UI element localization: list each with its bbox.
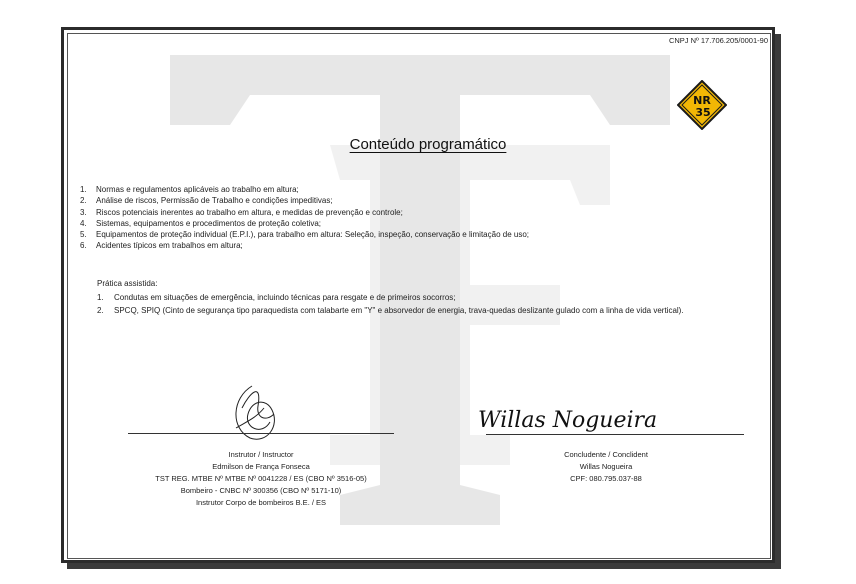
instructor-signature-line bbox=[128, 433, 394, 434]
list-item bbox=[80, 240, 529, 251]
frame-shadow bbox=[67, 563, 781, 569]
list-item bbox=[80, 195, 529, 206]
instructor-signature bbox=[222, 378, 292, 448]
pratica-title: Prática assistida: bbox=[97, 279, 158, 288]
list-item-text: Equipamentos de proteção individual (E.P.I.), para trabalho em altura: Seleção, inspeção, conservação e limitação de uso; bbox=[96, 230, 529, 240]
badge-text-35: 35 bbox=[695, 106, 711, 119]
concluder-name: Willas Nogueira bbox=[579, 462, 633, 471]
concluder-cpf: CPF: 080.795.037-88 bbox=[570, 474, 642, 483]
badge-text-nr: NR bbox=[693, 94, 711, 107]
list-item-text: Análise de riscos, Permissão de Trabalho e condições impeditivas; bbox=[96, 196, 333, 206]
list-item-text: Normas e regulamentos aplicáveis ao trabalho em altura; bbox=[96, 185, 299, 194]
list-item-number: 1. bbox=[97, 293, 104, 302]
pratica-list bbox=[97, 292, 737, 317]
concluder-info bbox=[486, 449, 726, 485]
concluder-role: Concludente / Conclident bbox=[564, 450, 648, 459]
frame-shadow bbox=[775, 34, 781, 567]
instructor-role: Instrutor / Instructor bbox=[228, 450, 294, 459]
concluder-signature-line bbox=[486, 434, 744, 435]
instructor-info bbox=[128, 449, 394, 509]
list-item-number: 2. bbox=[97, 305, 104, 315]
page-title: Conteúdo programático bbox=[349, 136, 507, 153]
list-item-number: 6. bbox=[80, 241, 87, 251]
list-item bbox=[80, 207, 529, 218]
list-item bbox=[80, 218, 529, 229]
instructor-reg-tst: TST REG. MTBE Nº MTBE Nº 0041228 / ES (CBO Nº 3516-05) bbox=[155, 474, 367, 483]
list-item bbox=[80, 184, 529, 195]
list-item-text: SPCQ, SPIQ (Cinto de segurança tipo paraquedista com talabarte em "Y" e absorvedor de energia, trava-quedas deslizante gulado com a linha de vida vertical). bbox=[114, 305, 684, 315]
list-item bbox=[80, 229, 529, 240]
instructor-reg-cb: Instrutor Corpo de bombeiros B.E. / ES bbox=[195, 498, 327, 507]
list-item-number: 4. bbox=[80, 218, 87, 228]
list-item bbox=[97, 305, 737, 318]
instructor-reg-cnbc: Bombeiro - CNBC Nº 300356 (CBO Nº 5171-10) bbox=[180, 486, 342, 495]
concluder-signature: Willas Nogueira bbox=[478, 408, 658, 433]
instructor-name: Edmilson de França Fonseca bbox=[212, 462, 310, 471]
list-item-number: 2. bbox=[80, 196, 87, 206]
list-item-text: Sistemas, equipamentos e procedimentos de proteção coletiva; bbox=[96, 218, 322, 228]
list-item-text: Riscos potenciais inerentes ao trabalho em altura, e medidas de prevenção e controle; bbox=[96, 207, 403, 217]
topics-list bbox=[80, 184, 529, 252]
list-item bbox=[97, 292, 737, 305]
cnpj-number: CNPJ Nº 17.706.205/0001-90 bbox=[668, 36, 768, 45]
list-item-number: 1. bbox=[80, 185, 87, 194]
nr35-badge-icon bbox=[677, 80, 727, 130]
list-item-text: Condutas em situações de emergência, incluindo técnicas para resgate e de primeiros socorros; bbox=[114, 293, 456, 302]
list-item-text: Acidentes típicos em trabalhos em altura; bbox=[96, 241, 243, 251]
list-item-number: 3. bbox=[80, 207, 87, 217]
list-item-number: 5. bbox=[80, 230, 87, 240]
